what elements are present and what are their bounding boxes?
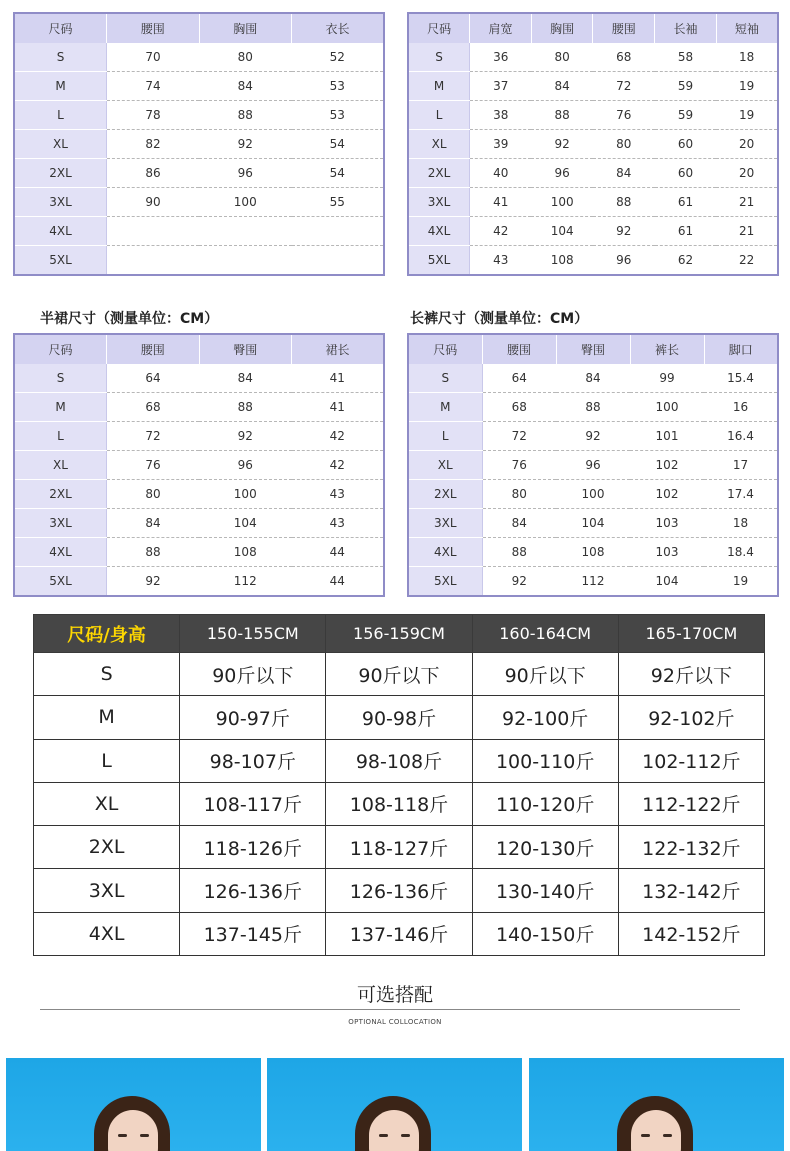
value-cell: 64 bbox=[107, 364, 200, 392]
value-cell: 92 bbox=[556, 421, 630, 450]
header-cell: 胸围 bbox=[199, 13, 292, 43]
value-cell: 19 bbox=[716, 100, 778, 129]
value-cell: 96 bbox=[616, 252, 632, 267]
table-row bbox=[14, 479, 384, 508]
table-row bbox=[14, 216, 384, 245]
value-cell: 44 bbox=[292, 537, 385, 566]
table-header-row bbox=[34, 615, 765, 653]
value-cell: 53 bbox=[292, 71, 385, 100]
value-cell: 118-126斤 bbox=[180, 826, 326, 869]
table-row bbox=[14, 508, 384, 537]
value-cell: 18 bbox=[716, 43, 778, 71]
value-cell: 88 bbox=[593, 187, 655, 216]
value-cell: 96 bbox=[199, 450, 292, 479]
header-cell: 裙长 bbox=[292, 334, 385, 364]
value-cell: 100 bbox=[199, 187, 292, 216]
value-cell: 92 bbox=[531, 129, 593, 158]
size-cell: M bbox=[14, 71, 107, 100]
value-cell: 86 bbox=[107, 158, 200, 187]
value-cell: 16.4 bbox=[704, 421, 778, 450]
value-cell: 108-118斤 bbox=[326, 782, 472, 825]
value-cell: 90-98斤 bbox=[326, 696, 472, 739]
value-cell: 41 bbox=[292, 364, 385, 392]
value-cell: 68 bbox=[107, 392, 200, 421]
table-row bbox=[34, 869, 765, 912]
value-cell: 102 bbox=[630, 450, 704, 479]
header-cell: 衣长 bbox=[292, 13, 385, 43]
collocation-divider bbox=[40, 1009, 740, 1010]
value-cell: 100-110斤 bbox=[472, 739, 618, 782]
value-cell bbox=[292, 216, 385, 245]
size-cell: 2XL bbox=[14, 158, 107, 187]
table-row bbox=[408, 566, 778, 596]
header-cell-size-height: 尺码/身高 bbox=[34, 615, 180, 653]
header-cell: 短袖 bbox=[716, 13, 778, 43]
value-cell: 108 bbox=[550, 252, 574, 267]
table-header-row bbox=[14, 13, 384, 43]
table-row bbox=[408, 537, 778, 566]
value-cell: 90斤以下 bbox=[472, 653, 618, 696]
model-eye bbox=[663, 1134, 672, 1137]
value-cell: 59 bbox=[655, 71, 717, 100]
table-row bbox=[14, 245, 384, 275]
value-cell: 92 bbox=[199, 421, 292, 450]
value-cell: 38 bbox=[470, 100, 532, 129]
value-cell: 41 bbox=[292, 392, 385, 421]
value-cell: 60 bbox=[655, 129, 717, 158]
model-eye bbox=[379, 1134, 388, 1137]
size-cell: 2XL bbox=[408, 479, 482, 508]
header-cell: 胸围 bbox=[531, 13, 593, 43]
value-cell: 90-97斤 bbox=[180, 696, 326, 739]
value-cell: 17 bbox=[704, 450, 778, 479]
value-cell: 43 bbox=[493, 252, 509, 267]
product-photo-strip bbox=[0, 1058, 790, 1151]
value-cell bbox=[199, 245, 292, 275]
value-cell: 54 bbox=[292, 158, 385, 187]
value-cell: 84 bbox=[199, 364, 292, 392]
value-cell: 92斤以下 bbox=[618, 653, 764, 696]
model-eye bbox=[401, 1134, 410, 1137]
value-cell: 108 bbox=[199, 537, 292, 566]
value-cell: 82 bbox=[107, 129, 200, 158]
value-cell: 76 bbox=[593, 100, 655, 129]
value-cell: 68 bbox=[593, 43, 655, 71]
value-cell: 80 bbox=[199, 43, 292, 71]
header-cell: 尺码 bbox=[408, 334, 482, 364]
value-cell: 99 bbox=[630, 364, 704, 392]
table-row bbox=[408, 129, 778, 158]
header-cell: 肩宽 bbox=[470, 13, 532, 43]
header-cell: 150-155CM bbox=[180, 615, 326, 653]
table-row bbox=[14, 566, 384, 596]
size-cell: L bbox=[408, 421, 482, 450]
size-cell: 3XL bbox=[14, 187, 107, 216]
size-cell: L bbox=[34, 739, 180, 782]
value-cell: 88 bbox=[556, 392, 630, 421]
value-cell: 90斤以下 bbox=[326, 653, 472, 696]
value-cell: 52 bbox=[292, 43, 385, 71]
header-cell: 臀围 bbox=[199, 334, 292, 364]
value-cell: 103 bbox=[630, 508, 704, 537]
size-cell: 5XL bbox=[14, 245, 107, 275]
value-cell: 78 bbox=[107, 100, 200, 129]
value-cell: 92 bbox=[593, 216, 655, 245]
size-cell: 2XL bbox=[408, 158, 470, 187]
value-cell: 68 bbox=[482, 392, 556, 421]
value-cell: 98-107斤 bbox=[180, 739, 326, 782]
table-row bbox=[14, 71, 384, 100]
value-cell: 36 bbox=[470, 43, 532, 71]
value-cell: 76 bbox=[482, 450, 556, 479]
value-cell: 112 bbox=[581, 573, 605, 588]
size-cell: 2XL bbox=[14, 479, 107, 508]
value-cell: 88 bbox=[107, 537, 200, 566]
size-cell: 3XL bbox=[14, 508, 107, 537]
table-row bbox=[34, 782, 765, 825]
value-cell: 104 bbox=[655, 573, 679, 588]
value-cell: 74 bbox=[107, 71, 200, 100]
table-row bbox=[408, 508, 778, 537]
value-cell: 84 bbox=[531, 71, 593, 100]
skirt-size-table bbox=[13, 333, 385, 597]
size-cell: S bbox=[14, 364, 107, 392]
value-cell: 102 bbox=[630, 479, 704, 508]
top-right-size-table bbox=[407, 12, 779, 276]
value-cell: 44 bbox=[329, 573, 345, 588]
value-cell: 80 bbox=[593, 129, 655, 158]
value-cell: 104 bbox=[199, 508, 292, 537]
size-cell: 2XL bbox=[34, 826, 180, 869]
table-row bbox=[408, 392, 778, 421]
value-cell: 64 bbox=[482, 364, 556, 392]
value-cell: 58 bbox=[655, 43, 717, 71]
model-eye bbox=[140, 1134, 149, 1137]
size-cell: XL bbox=[408, 450, 482, 479]
header-cell: 腰围 bbox=[107, 334, 200, 364]
size-cell: 3XL bbox=[34, 869, 180, 912]
value-cell: 22 bbox=[739, 252, 755, 267]
value-cell: 20 bbox=[716, 158, 778, 187]
value-cell: 92-102斤 bbox=[618, 696, 764, 739]
value-cell: 126-136斤 bbox=[326, 869, 472, 912]
value-cell: 112-122斤 bbox=[618, 782, 764, 825]
product-photo[interactable] bbox=[529, 1058, 784, 1151]
table-row bbox=[34, 653, 765, 696]
value-cell: 43 bbox=[292, 479, 385, 508]
value-cell: 54 bbox=[292, 129, 385, 158]
value-cell: 61 bbox=[655, 216, 717, 245]
value-cell: 100 bbox=[630, 392, 704, 421]
table-row bbox=[408, 479, 778, 508]
value-cell: 60 bbox=[655, 158, 717, 187]
header-cell: 165-170CM bbox=[618, 615, 764, 653]
value-cell: 88 bbox=[531, 100, 593, 129]
table-row bbox=[14, 537, 384, 566]
value-cell: 42 bbox=[292, 421, 385, 450]
table-row bbox=[34, 912, 765, 955]
product-photo[interactable] bbox=[6, 1058, 261, 1151]
value-cell: 126-136斤 bbox=[180, 869, 326, 912]
value-cell: 84 bbox=[593, 158, 655, 187]
value-cell: 39 bbox=[470, 129, 532, 158]
value-cell: 120-130斤 bbox=[472, 826, 618, 869]
top-size-table bbox=[13, 12, 385, 276]
value-cell: 96 bbox=[531, 158, 593, 187]
size-cell: L bbox=[14, 100, 107, 129]
value-cell: 108-117斤 bbox=[180, 782, 326, 825]
table-row bbox=[14, 129, 384, 158]
value-cell: 96 bbox=[556, 450, 630, 479]
pants-size-table bbox=[407, 333, 779, 597]
header-cell: 臀围 bbox=[556, 334, 630, 364]
value-cell: 88 bbox=[199, 392, 292, 421]
table-row bbox=[408, 216, 778, 245]
value-cell: 102-112斤 bbox=[618, 739, 764, 782]
table-row bbox=[408, 450, 778, 479]
value-cell: 96 bbox=[199, 158, 292, 187]
header-cell: 尺码 bbox=[408, 13, 470, 43]
size-cell: 5XL bbox=[14, 566, 107, 596]
value-cell: 98-108斤 bbox=[326, 739, 472, 782]
value-cell: 42 bbox=[292, 450, 385, 479]
header-cell: 长袖 bbox=[655, 13, 717, 43]
value-cell: 21 bbox=[716, 187, 778, 216]
size-cell: M bbox=[14, 392, 107, 421]
value-cell: 80 bbox=[531, 43, 593, 71]
table-row bbox=[14, 421, 384, 450]
value-cell: 19 bbox=[732, 573, 749, 588]
header-cell: 腰围 bbox=[593, 13, 655, 43]
value-cell: 100 bbox=[556, 479, 630, 508]
table-row bbox=[408, 364, 778, 392]
value-cell: 101 bbox=[630, 421, 704, 450]
size-cell: S bbox=[14, 43, 107, 71]
value-cell: 80 bbox=[107, 479, 200, 508]
value-cell: 140-150斤 bbox=[472, 912, 618, 955]
size-cell: XL bbox=[34, 782, 180, 825]
value-cell: 17.4 bbox=[704, 479, 778, 508]
model-eye bbox=[118, 1134, 127, 1137]
value-cell: 118-127斤 bbox=[326, 826, 472, 869]
value-cell bbox=[292, 245, 385, 275]
header-cell: 尺码 bbox=[14, 334, 107, 364]
size-cell: M bbox=[408, 71, 470, 100]
size-cell: 3XL bbox=[408, 187, 470, 216]
value-cell: 142-152斤 bbox=[618, 912, 764, 955]
value-cell: 100 bbox=[531, 187, 593, 216]
value-cell: 88 bbox=[199, 100, 292, 129]
table-row bbox=[408, 100, 778, 129]
value-cell: 122-132斤 bbox=[618, 826, 764, 869]
value-cell bbox=[107, 245, 200, 275]
value-cell: 84 bbox=[482, 508, 556, 537]
value-cell: 72 bbox=[593, 71, 655, 100]
value-cell: 137-145斤 bbox=[180, 912, 326, 955]
value-cell: 104 bbox=[531, 216, 593, 245]
value-cell: 84 bbox=[556, 364, 630, 392]
table-header-row bbox=[408, 334, 778, 364]
value-cell: 112 bbox=[233, 573, 257, 588]
product-photo[interactable] bbox=[267, 1058, 522, 1151]
value-cell: 55 bbox=[292, 187, 385, 216]
header-cell: 腰围 bbox=[107, 13, 200, 43]
value-cell: 108 bbox=[556, 537, 630, 566]
value-cell: 137-146斤 bbox=[326, 912, 472, 955]
value-cell: 88 bbox=[482, 537, 556, 566]
size-cell: 4XL bbox=[14, 216, 107, 245]
collocation-subtitle: OPTIONAL COLLOCATION bbox=[348, 1018, 442, 1026]
table-row bbox=[14, 392, 384, 421]
value-cell: 104 bbox=[556, 508, 630, 537]
value-cell: 61 bbox=[655, 187, 717, 216]
table-row bbox=[34, 739, 765, 782]
value-cell: 16 bbox=[704, 392, 778, 421]
value-cell: 19 bbox=[716, 71, 778, 100]
value-cell: 92-100斤 bbox=[472, 696, 618, 739]
value-cell: 18 bbox=[704, 508, 778, 537]
value-cell: 92 bbox=[145, 573, 161, 588]
header-cell: 裤长 bbox=[630, 334, 704, 364]
value-cell: 43 bbox=[292, 508, 385, 537]
value-cell: 84 bbox=[107, 508, 200, 537]
value-cell: 41 bbox=[470, 187, 532, 216]
value-cell: 70 bbox=[107, 43, 200, 71]
value-cell: 100 bbox=[199, 479, 292, 508]
value-cell: 92 bbox=[199, 129, 292, 158]
pants-section-title: 长裤尺寸（测量单位：CM） bbox=[410, 311, 589, 327]
value-cell: 90斤以下 bbox=[180, 653, 326, 696]
value-cell: 72 bbox=[107, 421, 200, 450]
table-row bbox=[408, 71, 778, 100]
table-header-row bbox=[14, 334, 384, 364]
size-cell: L bbox=[408, 100, 470, 129]
size-cell: M bbox=[34, 696, 180, 739]
value-cell: 15.4 bbox=[704, 364, 778, 392]
value-cell: 21 bbox=[716, 216, 778, 245]
table-header-row bbox=[408, 13, 778, 43]
value-cell: 37 bbox=[470, 71, 532, 100]
weight-height-table bbox=[33, 614, 765, 956]
size-cell: S bbox=[408, 364, 482, 392]
value-cell: 18.4 bbox=[704, 537, 778, 566]
table-row bbox=[408, 43, 778, 71]
table-row bbox=[14, 364, 384, 392]
table-row bbox=[14, 158, 384, 187]
value-cell: 40 bbox=[470, 158, 532, 187]
header-cell: 156-159CM bbox=[326, 615, 472, 653]
size-cell: S bbox=[408, 43, 470, 71]
header-cell: 160-164CM bbox=[472, 615, 618, 653]
table-row bbox=[14, 100, 384, 129]
table-row bbox=[408, 187, 778, 216]
value-cell: 72 bbox=[482, 421, 556, 450]
table-row bbox=[34, 826, 765, 869]
size-cell: XL bbox=[408, 129, 470, 158]
model-eye bbox=[641, 1134, 650, 1137]
value-cell: 132-142斤 bbox=[618, 869, 764, 912]
value-cell: 62 bbox=[677, 252, 694, 267]
size-cell: 5XL bbox=[408, 566, 482, 596]
value-cell: 59 bbox=[655, 100, 717, 129]
header-cell: 腰围 bbox=[482, 334, 556, 364]
value-cell: 20 bbox=[716, 129, 778, 158]
value-cell: 92 bbox=[511, 573, 527, 588]
size-cell: S bbox=[34, 653, 180, 696]
value-cell bbox=[107, 216, 200, 245]
header-cell: 脚口 bbox=[704, 334, 778, 364]
value-cell: 90 bbox=[107, 187, 200, 216]
value-cell: 103 bbox=[630, 537, 704, 566]
value-cell: 42 bbox=[470, 216, 532, 245]
table-row bbox=[408, 245, 778, 275]
value-cell: 130-140斤 bbox=[472, 869, 618, 912]
value-cell bbox=[199, 216, 292, 245]
value-cell: 53 bbox=[292, 100, 385, 129]
skirt-section-title: 半裙尺寸（测量单位：CM） bbox=[40, 311, 219, 327]
table-row bbox=[408, 421, 778, 450]
table-row bbox=[14, 43, 384, 71]
table-row bbox=[408, 158, 778, 187]
value-cell: 80 bbox=[482, 479, 556, 508]
collocation-section bbox=[0, 980, 790, 1026]
size-cell: 3XL bbox=[408, 508, 482, 537]
size-cell: 5XL bbox=[408, 245, 470, 275]
size-cell: M bbox=[408, 392, 482, 421]
table-row bbox=[34, 696, 765, 739]
size-cell: XL bbox=[14, 129, 107, 158]
size-cell: 4XL bbox=[14, 537, 107, 566]
value-cell: 76 bbox=[107, 450, 200, 479]
value-cell: 110-120斤 bbox=[472, 782, 618, 825]
size-cell: L bbox=[14, 421, 107, 450]
size-cell: 4XL bbox=[408, 537, 482, 566]
table-row bbox=[14, 450, 384, 479]
table-row bbox=[14, 187, 384, 216]
collocation-title: 可选搭配 bbox=[356, 984, 433, 1006]
value-cell: 84 bbox=[199, 71, 292, 100]
size-cell: 4XL bbox=[34, 912, 180, 955]
size-cell: 4XL bbox=[408, 216, 470, 245]
size-cell: XL bbox=[14, 450, 107, 479]
header-cell: 尺码 bbox=[14, 13, 107, 43]
